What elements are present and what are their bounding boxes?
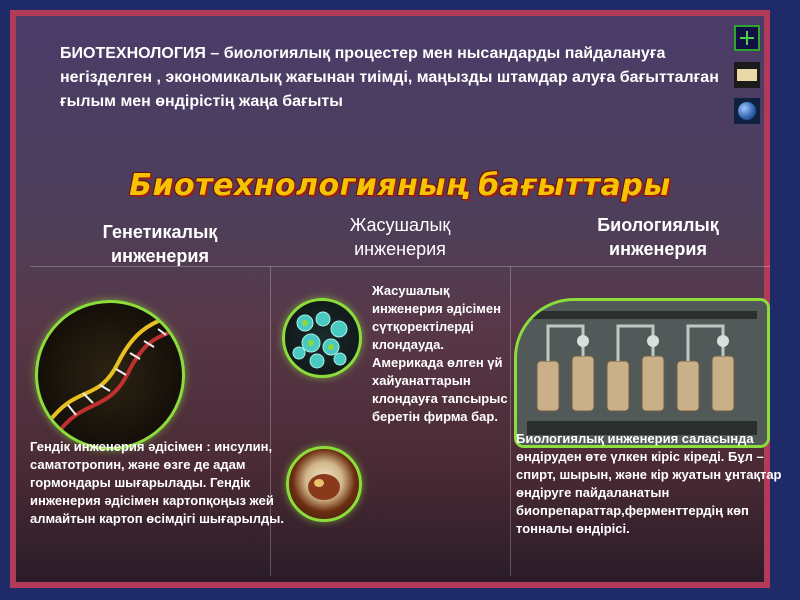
genetic-engineering-text: Гендік инженерия әдісімен : инсулин, саматотропин, және өзге де адам гормондары шығарылады. Гендік инженерия әдісімен картопқоңыз жей алмайтын картоп өсімдігі шығарылды.	[30, 439, 284, 526]
heading-genetic-engineering: Генетикалық инженерия	[102, 222, 218, 266]
page-title: БИОТЕХНОЛОГИЯ – биологиялық процестер мен нысандарды пайдалануға негізделген , экономикалық жағынан тиімді, маңызды штамдар алуға бағытталған ғылым мен өндірістің жаңа бағыты	[60, 45, 719, 110]
cell-engineering-text: Жасушалық инженерия әдісімен сүтқоректілерді клондауда. Америкада өлген үй хайуанаттарын клондауға тапсырыс беретін фирма бар.	[372, 283, 508, 424]
section-subtitle: Биотехнологияның бағыттары	[129, 168, 671, 203]
heading-biological-engineering: Биологиялық инженерия	[597, 215, 719, 259]
divider	[270, 266, 271, 576]
biological-engineering-text: Биологиялық инженерия саласында өндіруден өте үлкен кіріс кіреді. Бұл – спирт, шырын, және кір жуатын ұнтақтар өндіруге пайдаланатын биопрепараттар,ферменттердің көп тонналы өндірісі.	[516, 431, 782, 536]
cells-image	[282, 298, 362, 378]
egg-cell-image	[286, 446, 362, 522]
book-icon[interactable]	[734, 62, 760, 88]
globe-icon[interactable]	[734, 98, 760, 124]
heading-cell-engineering: Жасушалық инженерия	[349, 215, 451, 259]
divider	[30, 266, 770, 267]
bioreactor-photo	[514, 298, 770, 448]
home-icon[interactable]	[734, 25, 760, 51]
dna-image	[35, 300, 185, 450]
